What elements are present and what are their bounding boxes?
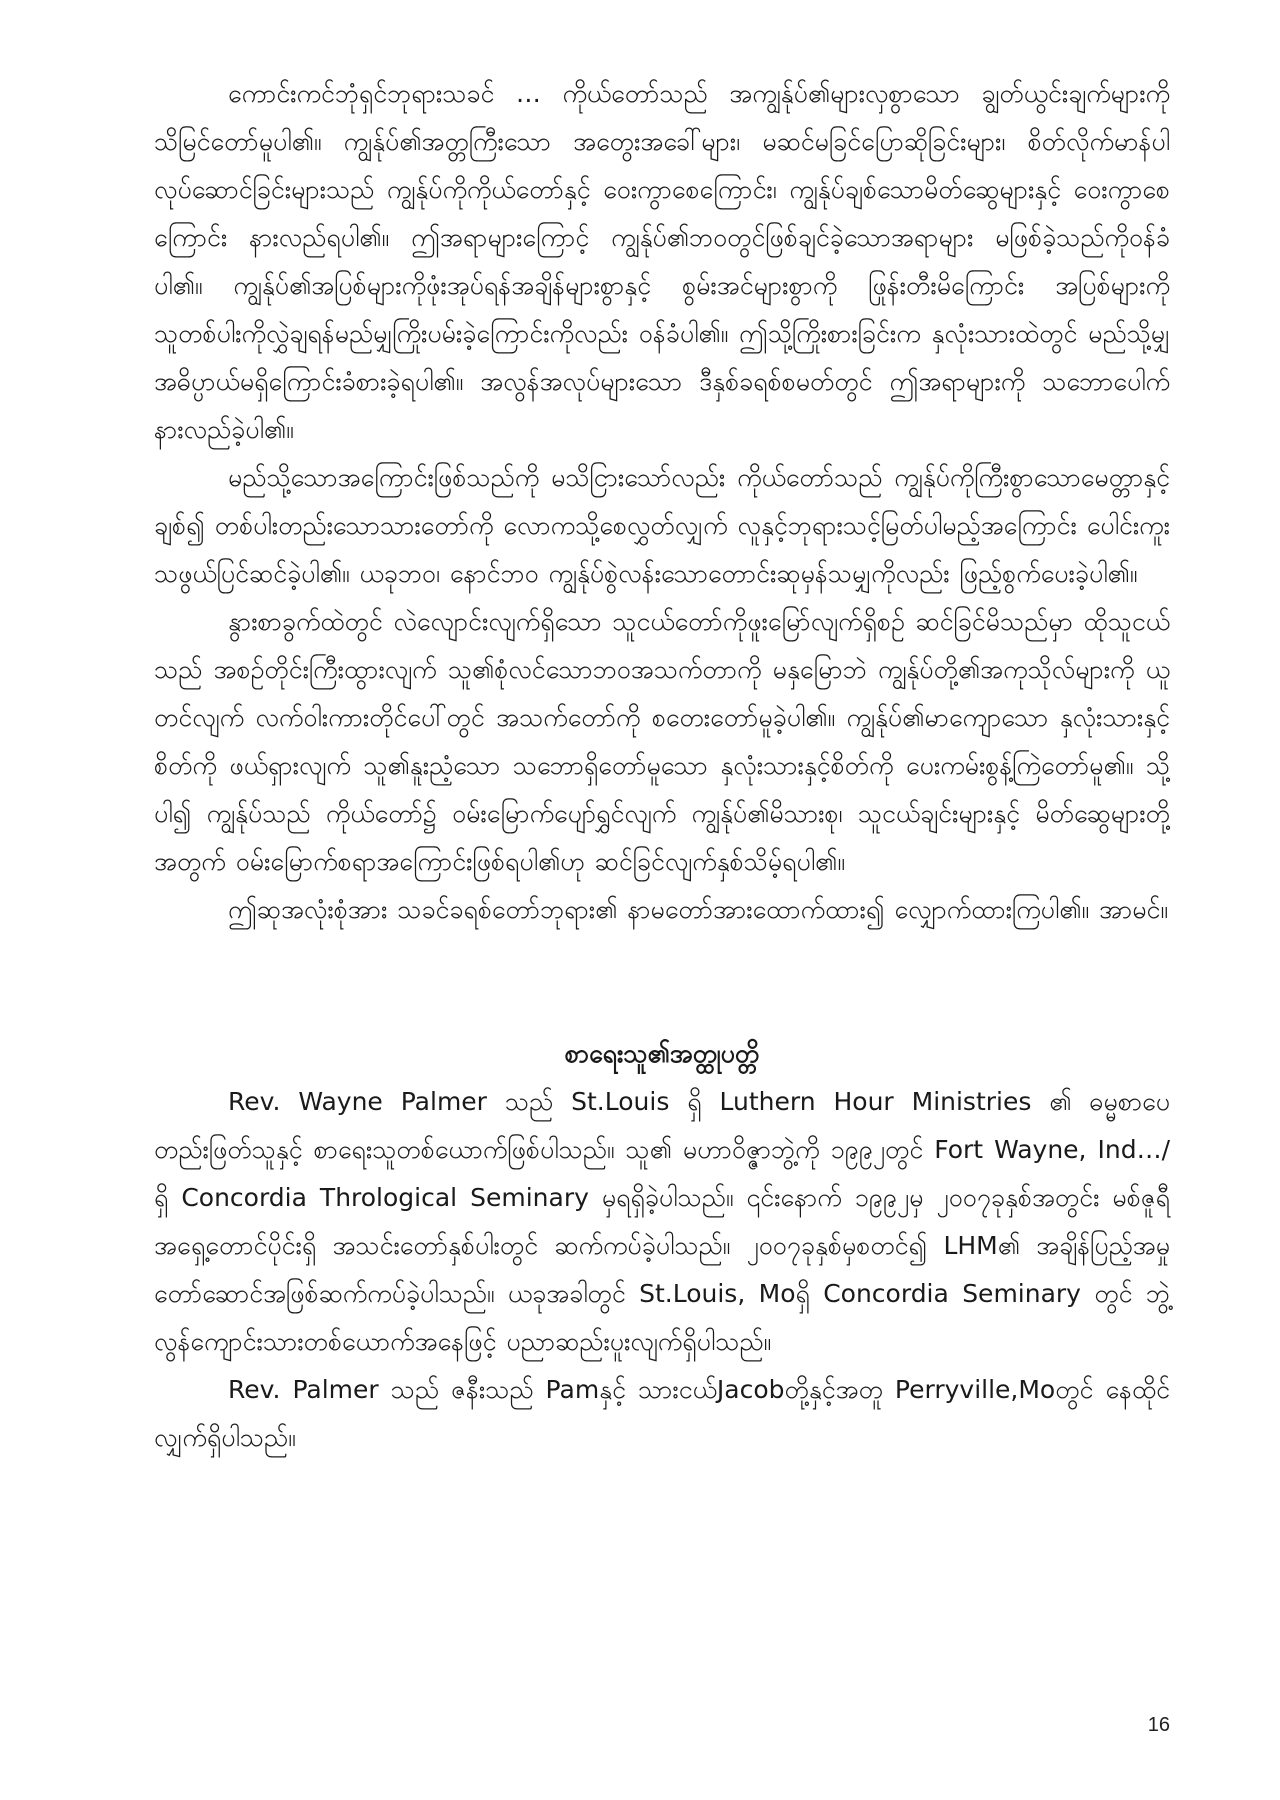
author-section-title: စာရေးသူ၏အတ္ထုပတ္တိ bbox=[564, 1039, 760, 1068]
document-page bbox=[154, 70, 1170, 1462]
page-number: 16 bbox=[1147, 1714, 1170, 1736]
author-bio-paragraph-2: Rev. Palmer သည် ဇနီးသည် Pamနှင့် သားငယ်Jacobတို့နှင့်အတူ Perryville,Moတွင် နေထိုင်လျှက်ရှိပါသည်။ bbox=[154, 1375, 1170, 1452]
author-bio-paragraph-1: Rev. Wayne Palmer သည် St.Louis ရှိ Luthern Hour Ministries ၏ ဓမ္မစာပေတည်းဖြတ်သူနှင့် စာရေးသူတစ်ယောက်ဖြစ်ပါသည်။ သူ၏ မဟာဝိဇ္ဇာဘွဲ့ကို ၁၉၉၂တွင် Fort Wayne, Ind…/ရှိ Concordia Thrological Seminary မှရရှိခဲ့ပါသည်။ ၎င်းနောက် ၁၉၉၂မှ ၂၀၀၇ခုနှစ်အတွင်း မစ်ဇူရီအရှေ့တောင်ပိုင်းရှိ အသင်းတော်နှစ်ပါးတွင် ဆက်ကပ်ခဲ့ပါသည်။ ၂၀၀၇ခုနှစ်မှစတင်၍ LHM၏ အချိန်ပြည့်အမှုတော်ဆောင်အဖြစ်ဆက်ကပ်ခဲ့ပါသည်။ ယခုအခါတွင် St.Louis, Moရှိ Concordia Seminary တွင် ဘွဲ့လွန်ကျောင်းသားတစ်ယောက်အနေဖြင့် ပညာဆည်းပူးလျက်ရှိပါသည်။ bbox=[154, 1087, 1170, 1356]
prayer-paragraph-4: ဤဆုအလုံးစုံအား သခင်ခရစ်တော်ဘုရား၏ နာမတော်အားထောက်ထား၍ လျှောက်ထားကြပါ၏။ အာမင်။ bbox=[228, 895, 1168, 924]
prayer-paragraph-1: ကောင်းကင်ဘုံရှင်ဘုရားသခင် … ကိုယ်တော်သည် အကျွန်ုပ်၏များလှစွာသော ချွတ်ယွင်းချက်များကို သိမြင်တော်မူပါ၏။ ကျွန်ုပ်၏အတ္တကြီးသော အတွေးအခေါ်များ၊ မဆင်မခြင်ပြောဆိုခြင်းများ၊ စိတ်လိုက်မာန်ပါလုပ်ဆောင်ခြင်းများသည် ကျွန်ုပ်ကိုကိုယ်တော်နှင့် ဝေးကွာစေကြောင်း၊ ကျွန်ုပ်ချစ်သောမိတ်ဆွေများနှင့် ဝေးကွာစေကြောင်း နားလည်ရပါ၏။ ဤအရာများကြောင့် ကျွန်ုပ်၏ဘဝတွင်ဖြစ်ချင်ခဲ့သောအရာများ မဖြစ်ခဲ့သည်ကိုဝန်ခံပါ၏။ ကျွန်ုပ်၏အပြစ်များကိုဖုံးအုပ်ရန်အချိန်များစွာနှင့် စွမ်းအင်များစွာကို ဖြုန်းတီးမိကြောင်း အပြစ်များကို သူတစ်ပါးကိုလွှဲချရန်မည်မျှကြိုးပမ်းခဲ့ကြောင်းကိုလည်း ဝန်ခံပါ၏။ ဤသို့ကြိုးစားခြင်းက နှလုံးသားထဲတွင် မည်သို့မျှအဓိပ္ပာယ်မရှိကြောင်းခံစားခဲ့ရပါ၏။ အလွန်အလုပ်များသော ဒီနှစ်ခရစ်စမတ်တွင် ဤအရာများကို သဘောပေါက်နားလည်ခဲ့ပါ၏။ bbox=[154, 79, 1170, 444]
prayer-paragraph-2: မည်သို့သောအကြောင်းဖြစ်သည်ကို မသိငြားသော်လည်း ကိုယ်တော်သည် ကျွန်ုပ်ကိုကြီးစွာသောမေတ္တာနှင့်ချစ်၍ တစ်ပါးတည်းသောသားတော်ကို လောကသို့စေလွှတ်လျှက် လူနှင့်ဘုရားသင့်မြတ်ပါမည့်အကြောင်း ပေါင်းကူးသဖွယ်ပြင်ဆင်ခဲ့ပါ၏။ ယခုဘဝ၊ နောင်ဘဝ ကျွန်ုပ်စွဲလန်းသောတောင်းဆုမှန်သမျှကိုလည်း ဖြည့်စွက်ပေးခဲ့ပါ၏။ bbox=[154, 463, 1170, 588]
prayer-paragraph-3: နွားစာခွက်ထဲတွင် လဲလျောင်းလျက်ရှိသော သူငယ်တော်ကိုဖူးမြော်လျက်ရှိစဉ် ဆင်ခြင်မိသည်မှာ ထိုသူငယ်သည် အစဉ်တိုင်းကြီးထွားလျက် သူ၏စုံလင်သောဘဝအသက်တာကို မနှမြောဘဲ ကျွန်ုပ်တို့၏အကုသိုလ်များကို ယူတင်လျက် လက်ဝါးကားတိုင်ပေါ်တွင် အသက်တော်ကို စတေးတော်မူခဲ့ပါ၏။ ကျွန်ုပ်၏မာကျောသော နှလုံးသားနှင့်စိတ်ကို ဖယ်ရှားလျက် သူ၏နူးညံ့သော သဘောရှိတော်မူသော နှလုံးသားနှင့်စိတ်ကို ပေးကမ်းစွန့်ကြဲတော်မူ၏။ သို့ပါ၍ ကျွန်ုပ်သည် ကိုယ်တော်၌ ဝမ်းမြောက်ပျော်ရွှင်လျက် ကျွန်ုပ်၏မိသားစု၊ သူငယ်ချင်းများနှင့် မိတ်ဆွေများတို့အတွက် ဝမ်းမြောက်စရာအကြောင်းဖြစ်ရပါ၏ဟု ဆင်ခြင်လျက်နှစ်သိမ့်ရပါ၏။ bbox=[154, 607, 1170, 876]
